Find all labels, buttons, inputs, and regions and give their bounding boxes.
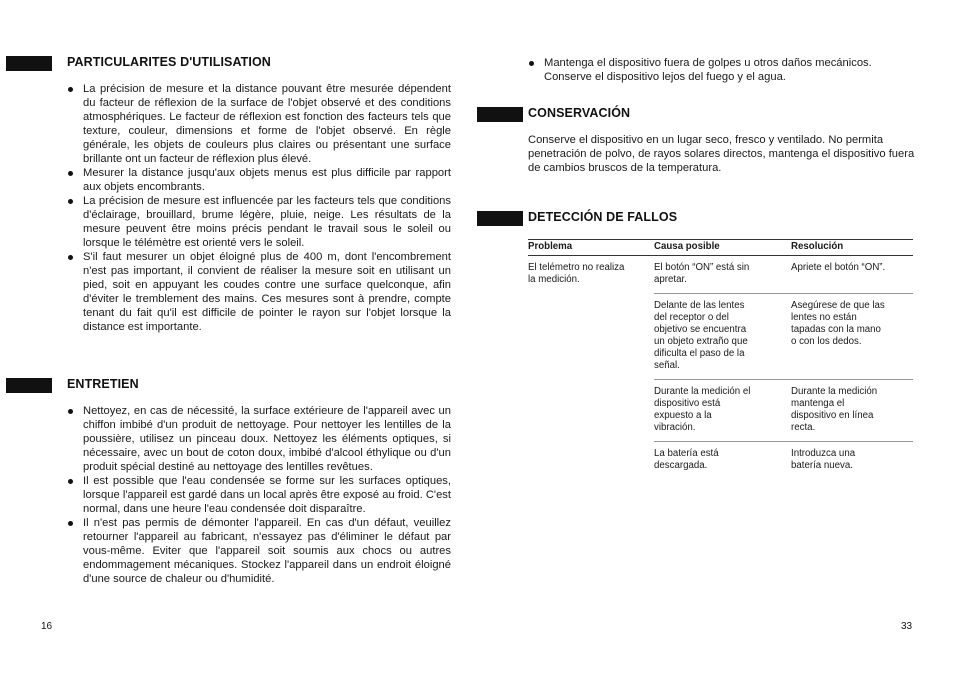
column-header-resolucion: Resolución xyxy=(791,240,913,256)
section-heading-deteccion: DETECCIÓN DE FALLOS xyxy=(528,210,678,224)
section-marker xyxy=(477,107,523,122)
section-heading-entretien: ENTRETIEN xyxy=(67,377,139,391)
bullet-icon xyxy=(529,61,534,66)
list-item: La précision de mesure et la distance pouvant être mesurée dépendent du facteur de réflexion de la surface de l'objet observé et des conditions atmosphériques. Le facteur de réflexion est fonction des facteurs tels que texture, couleur, dimensions et forme de l'objet observé. En règle générale, les objets de couleurs plus claires ou présentant une surface brillante ont un facteur de réflexion plus élevé. xyxy=(67,82,451,166)
problem-cell: El telémetro no realiza la medición. xyxy=(528,262,625,285)
cause-cell: La batería está descargada. xyxy=(654,448,719,471)
bullet-icon xyxy=(68,199,73,204)
bullet-icon xyxy=(68,255,73,260)
page-number: 16 xyxy=(41,621,53,632)
cause-cell: El botón “ON” está sin apretar. xyxy=(654,256,791,294)
bullet-icon xyxy=(68,521,73,526)
list-item: S'il faut mesurer un objet éloigné plus de 400 m, dont l'encombrement n'est pas important, il convient de réaliser la mesure soit en utilisant un pied, soit en appuyant les coudes contre une surface quelconque, afin d'éviter le tremblement des mains. Ces mesures sont à prendre, compte tenant du fait qu'il est difficile de pointer le rayon sur l'objet lorsque la distance est importante. xyxy=(67,250,451,334)
top-bullet-list xyxy=(528,56,918,84)
list-item: Nettoyez, en cas de nécessité, la surface extérieure de l'appareil avec un chiffon imbibé d'un produit de nettoyage. Pour nettoyer les lentilles de la poussière, utilisez un pinceau doux. Nettoyez les éléments optiques, si nécessaire, avec un bout de coton doux, imbibé d'alcool éthylique ou d'un produit spécial destiné au nettoyage des lentilles revêtues. xyxy=(67,404,451,474)
bullet-icon xyxy=(68,409,73,414)
section-heading-particularites: PARTICULARITES D'UTILISATION xyxy=(67,55,271,69)
section-marker xyxy=(6,56,52,71)
resolution-cell: Apriete el botón “ON”. xyxy=(791,256,913,294)
bullet-icon xyxy=(68,479,73,484)
list-item: Mesurer la distance jusqu'aux objets menus est plus difficile par rapport aux objets encombrants. xyxy=(67,166,451,194)
bullet-icon xyxy=(68,171,73,176)
bullet-icon xyxy=(68,87,73,92)
column-header-problema: Problema xyxy=(528,240,654,256)
section-heading-conservacion: CONSERVACIÓN xyxy=(528,106,631,120)
entretien-list xyxy=(67,404,451,586)
conservacion-text: Conserve el dispositivo en un lugar seco, fresco y ventilado. No permita penetración de polvo, de rayos solares directos, mantenga el dispositivo fuera de cambios bruscos de la temperatura. xyxy=(528,134,915,174)
fault-table xyxy=(528,239,913,479)
right-page xyxy=(477,0,954,673)
list-item: La précision de mesure est influencée par les facteurs tels que conditions d'éclairage, brouillard, brume légère, pluie, neige. Les résultats de la mesure peuvent être moins précis pendant le travail sous le soleil ou lorsque le télémètre est orienté vers le soleil. xyxy=(67,194,451,250)
resolution-cell: Asegúrese de que las lentes no están tapadas con la mano o con los dedos. xyxy=(791,294,913,380)
list-item: Il n'est pas permis de démonter l'appareil. En cas d'un défaut, veuillez retourner l'appareil au fabricant, n'essayez pas d'éliminer le défaut par vous-même. Eviter que l'appareil soit soumis aux chocs ou autres endommagement mécaniques. Stockez l'appareil dans un endroit éloigné d'une source de chaleur ou d'humidité. xyxy=(67,516,451,586)
resolution-cell: Introduzca una batería nueva. xyxy=(791,448,856,471)
cause-cell: Delante de las lentes del receptor o del objetivo se encuentra un objeto extraño que dificulta el paso de la señal. xyxy=(654,294,791,380)
column-header-causa: Causa posible xyxy=(654,240,791,256)
list-item: Mantenga el dispositivo fuera de golpes u otros daños mecánicos. Conserve el dispositivo lejos del fuego y el agua. xyxy=(528,56,918,84)
section-marker xyxy=(6,378,52,393)
table-row xyxy=(528,256,913,294)
resolution-cell: Durante la medición mantenga el dispositivo en línea recta. xyxy=(791,380,913,442)
table-header-row xyxy=(528,240,913,256)
list-item: Il est possible que l'eau condensée se forme sur les surfaces optiques, lorsque l'appareil est gardé dans un local après être exposé au froid. C'est normal, dans une heure l'eau condensée doit disparaître. xyxy=(67,474,451,516)
page-number: 33 xyxy=(901,621,913,632)
section-marker xyxy=(477,211,523,226)
cause-cell: Durante la medición el dispositivo está expuesto a la vibración. xyxy=(654,380,791,442)
particularites-list xyxy=(67,82,451,334)
